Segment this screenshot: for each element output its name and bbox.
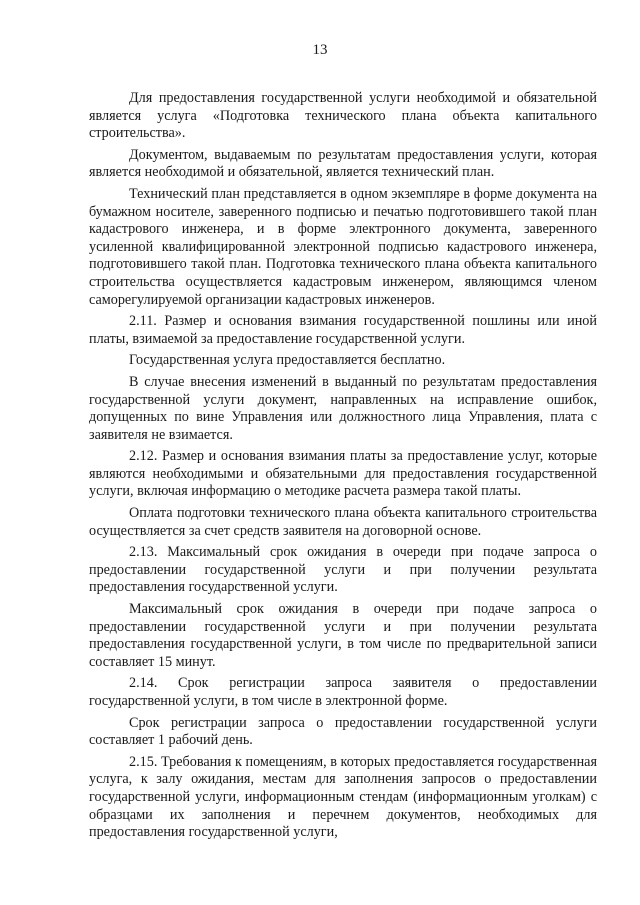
section-2-13-heading: 2.13. Максимальный срок ожидания в очереди при подаче запроса о предоставлении государственной услуги и при получении результата предоставления государственной услуги.: [89, 544, 597, 596]
paragraph-registration-time: Срок регистрации запроса о предоставлении государственной услуги составляет 1 рабочий день.: [89, 714, 597, 749]
paragraph-technical-plan: Технический план представляется в одном экземпляре в форме документа на бумажном носителе, заверенного подписью и печатью подготовившего такой план кадастрового инженера, и в форме электронного документа, заверенного усиленной квалифицированной электронной подписью кадастрового инженера, подготовившего такой план. Подготовка технического плана объекта капитального строительства осуществляется кадастровым инженером, являющимся членом саморегулируемой организации кадастровых инженеров.: [89, 185, 597, 308]
page-number: 13: [312, 42, 328, 58]
paragraph-free-of-charge: Государственная услуга предоставляется бесплатно.: [129, 352, 446, 369]
paragraph-queue-time: Максимальный срок ожидания в очереди при подаче запроса о предоставлении государственной услуги и при получении результата предоставления государственной услуги, в том числе по предварительной записи составляет 15 минут.: [89, 601, 597, 670]
paragraph-required-service: Для предоставления государственной услуги необходимой и обязательной является услуга «Подготовка технического плана объекта капитального строительства».: [89, 90, 597, 142]
section-2-15-heading: 2.15. Требования к помещениям, в которых предоставляется государственная услуга, к залу ожидания, местам для заполнения запросов о предоставлении государственной услуги, информационным стендам (информационным уголкам) с образцами их заполнения и перечнем документов, необходимых для предоставления государственной услуги,: [89, 753, 597, 841]
section-2-11-heading: 2.11. Размер и основания взимания государственной пошлины или иной платы, взимаемой за предоставление государственной услуги.: [89, 313, 597, 347]
paragraph-payment-basis: Оплата подготовки технического плана объекта капитального строительства осуществляется за счет средств заявителя на договорной основе.: [89, 505, 597, 539]
paragraph-correction-no-fee: В случае внесения изменений в выданный по результатам предоставления государственной услуги документ, направленных на исправление ошибок, допущенных по вине Управления или должностного лица Управления, плата с заявителя не взимается.: [89, 373, 597, 443]
document-body: [89, 90, 597, 846]
section-2-14-heading: 2.14. Срок регистрации запроса заявителя о предоставлении государственной услуги, в том числе в электронной форме.: [89, 675, 597, 709]
paragraph-issued-document: Документом, выдаваемым по результатам предоставления услуги, которая является необходимой и обязательной, является технический план.: [89, 146, 597, 181]
section-2-12-heading: 2.12. Размер и основания взимания платы за предоставление услуг, которые являются необходимыми и обязательными для предоставления государственной услуги, включая информацию о методике расчета размера такой платы.: [89, 448, 597, 500]
